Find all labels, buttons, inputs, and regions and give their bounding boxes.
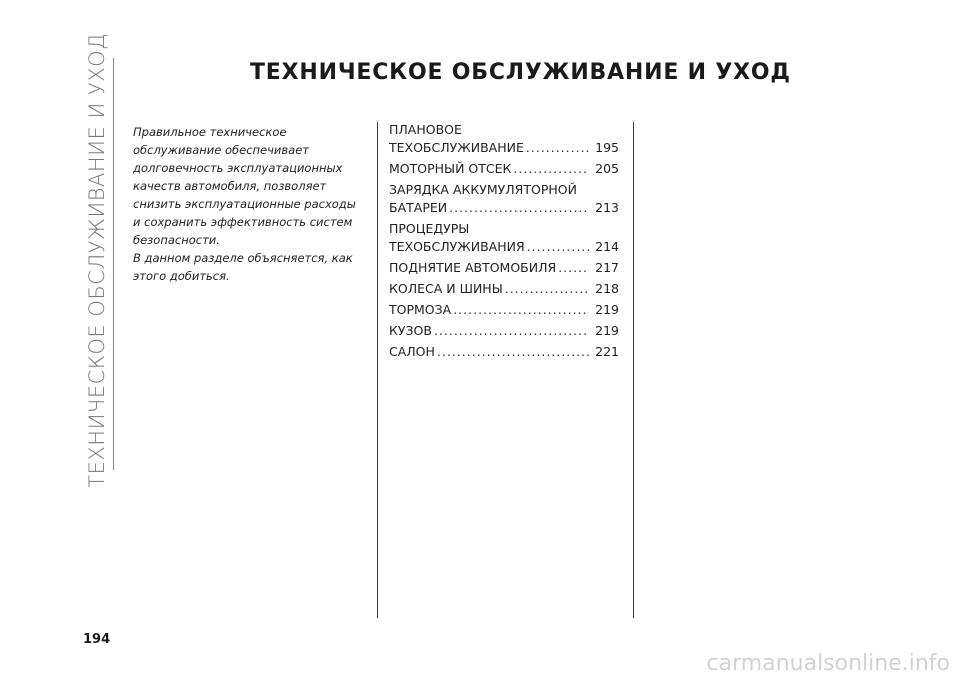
side-chapter-title xyxy=(82,32,112,488)
toc-item-page: 205 xyxy=(595,161,619,176)
toc-leader-dots xyxy=(513,160,589,178)
side-rule xyxy=(113,58,114,470)
toc-leader-dots xyxy=(558,259,589,277)
toc-item-label: САЛОН xyxy=(389,344,435,359)
toc-item-page: 221 xyxy=(595,344,619,359)
table-of-contents xyxy=(389,121,619,364)
toc-item[interactable] xyxy=(389,259,619,277)
toc-item-label: ТЕХОБСЛУЖИВАНИЕ xyxy=(389,140,524,155)
toc-item-label: ТЕХОБСЛУЖИВАНИЯ xyxy=(389,239,525,254)
toc-leader-dots xyxy=(434,322,589,340)
toc-item[interactable] xyxy=(389,121,619,157)
toc-item-line xyxy=(389,139,619,157)
intro-text xyxy=(133,123,365,285)
toc-item-page: 213 xyxy=(595,200,619,215)
toc-item-label: КУЗОВ xyxy=(389,323,432,338)
column-divider-right xyxy=(633,122,634,618)
toc-item-line xyxy=(389,280,619,298)
toc-item[interactable] xyxy=(389,220,619,256)
toc-item-heading: ПРОЦЕДУРЫ xyxy=(389,221,470,236)
toc-leader-dots xyxy=(527,238,590,256)
toc-item-line xyxy=(389,343,619,361)
watermark: carmanualsonline.info xyxy=(706,651,950,676)
toc-item-line xyxy=(389,199,619,217)
toc-item-page: 219 xyxy=(595,302,619,317)
side-chapter-title-text: ТЕХНИЧЕСКОЕ ОБСЛУЖИВАНИЕ И УХОД xyxy=(85,32,109,488)
toc-item-line xyxy=(389,259,619,277)
toc-leader-dots xyxy=(449,199,589,217)
toc-item[interactable] xyxy=(389,160,619,178)
toc-item-label: ТОРМОЗА xyxy=(389,302,452,317)
intro-paragraph-1: Правильное техническое обслуживание обеспечивает долговечность эксплуатационных качеств автомобиля, позволяет снизить эксплуатационные расходы и сохранить эффективность систем безопасности. xyxy=(133,125,356,247)
toc-item-line xyxy=(389,301,619,319)
toc-item-line xyxy=(389,160,619,178)
toc-item-label: БАТАРЕИ xyxy=(389,200,448,215)
toc-item-page: 195 xyxy=(595,140,619,155)
toc-item-page: 214 xyxy=(595,239,619,254)
toc-leader-dots xyxy=(505,280,589,298)
toc-leader-dots xyxy=(453,301,589,319)
toc-item-label: ПОДНЯТИЕ АВТОМОБИЛЯ xyxy=(389,260,557,275)
toc-item-page: 217 xyxy=(595,260,619,275)
toc-item-page: 218 xyxy=(595,281,619,296)
intro-paragraph-2: В данном разделе объясняется, как этого добиться. xyxy=(133,251,353,283)
toc-item[interactable] xyxy=(389,343,619,361)
toc-item-heading: ПЛАНОВОЕ xyxy=(389,122,462,137)
toc-item-heading: ЗАРЯДКА АККУМУЛЯТОРНОЙ xyxy=(389,182,577,197)
column-divider-left xyxy=(377,122,378,618)
toc-leader-dots xyxy=(526,139,589,157)
toc-item[interactable] xyxy=(389,301,619,319)
page-number: 194 xyxy=(83,632,111,647)
toc-item[interactable] xyxy=(389,181,619,217)
toc-item-line xyxy=(389,238,619,256)
toc-item-label: КОЛЕСА И ШИНЫ xyxy=(389,281,503,296)
chapter-title: ТЕХНИЧЕСКОЕ ОБСЛУЖИВАНИЕ И УХОД xyxy=(250,60,791,85)
toc-item[interactable] xyxy=(389,322,619,340)
toc-item-page: 219 xyxy=(595,323,619,338)
toc-leader-dots xyxy=(437,343,589,361)
toc-item-line xyxy=(389,322,619,340)
toc-item-label: МОТОРНЫЙ ОТСЕК xyxy=(389,161,512,176)
toc-item[interactable] xyxy=(389,280,619,298)
